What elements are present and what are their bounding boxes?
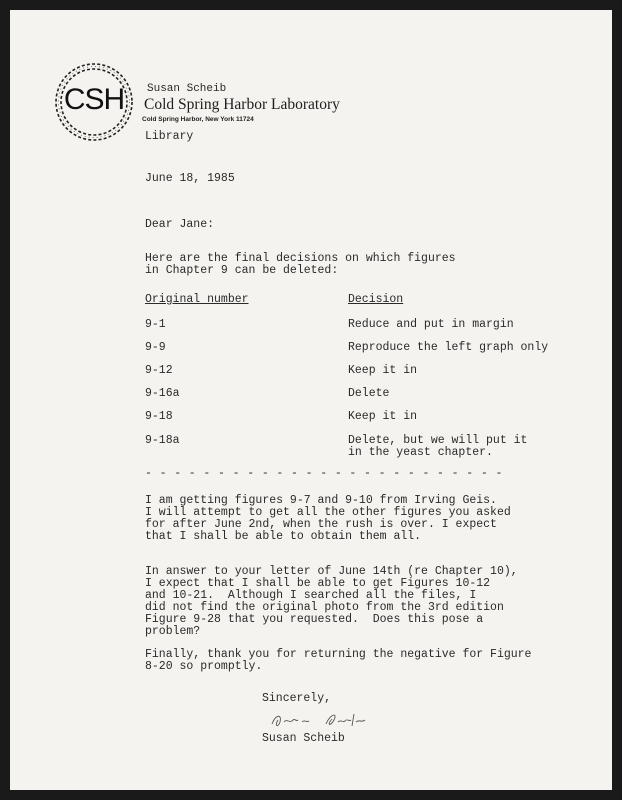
separator: - - - - - - - - - - - - - - - - - - - - - - - - - bbox=[145, 467, 503, 480]
table-cell-number: 9-9 bbox=[145, 341, 166, 354]
paragraph-line: I expect that I shall be able to get Figures 10-12 bbox=[145, 577, 491, 590]
paragraph-line: Figure 9-28 that you requested. Does this pose a bbox=[145, 613, 484, 626]
paragraph-line: I will attempt to get all the other figures you asked bbox=[145, 506, 511, 519]
paragraph-line: In answer to your letter of June 14th (re Chapter 10), bbox=[145, 565, 518, 578]
table-cell-number: 9-12 bbox=[145, 364, 173, 377]
paragraph-line: for after June 2nd, when the rush is over. I expect bbox=[145, 518, 497, 531]
salutation: Dear Jane: bbox=[145, 218, 215, 231]
paragraph-line: that I shall be able to obtain them all. bbox=[145, 530, 422, 543]
paragraph-line: Finally, thank you for returning the negative for Figure bbox=[145, 648, 532, 661]
paragraph-line: and 10-21. Although I searched all the files, I bbox=[145, 589, 477, 602]
table-cell-decision: Keep it in bbox=[348, 410, 418, 423]
department: Library bbox=[145, 130, 194, 143]
table-cell-number: 9-18 bbox=[145, 410, 173, 423]
intro-line: in Chapter 9 can be deleted: bbox=[145, 264, 339, 277]
letter-date: June 18, 1985 bbox=[145, 172, 235, 185]
paragraph-line: did not find the original photo from the 3rd edition bbox=[145, 601, 504, 614]
table-cell-decision: Reproduce the left graph only bbox=[348, 341, 549, 354]
signature-name: Susan Scheib bbox=[262, 732, 345, 745]
handwritten-signature bbox=[268, 708, 378, 732]
intro-line: Here are the final decisions on which figures bbox=[145, 252, 456, 265]
logo-text: CSH bbox=[63, 83, 125, 116]
table-cell-number: 9-16a bbox=[145, 387, 180, 400]
paragraph-line: 8-20 so promptly. bbox=[145, 660, 263, 673]
institution-name: Cold Spring Harbor Laboratory bbox=[144, 96, 340, 113]
closing: Sincerely, bbox=[262, 692, 332, 705]
table-cell-decision: Reduce and put in margin bbox=[348, 318, 514, 331]
institution-address: Cold Spring Harbor, New York 11724 bbox=[142, 116, 254, 123]
table-cell-number: 9-18a bbox=[145, 434, 180, 447]
table-cell-decision: in the yeast chapter. bbox=[348, 446, 493, 459]
csh-logo bbox=[52, 60, 136, 144]
paragraph-line: I am getting figures 9-7 and 9-10 from Irving Geis. bbox=[145, 494, 497, 507]
paragraph-line: problem? bbox=[145, 625, 201, 638]
sender-name: Susan Scheib bbox=[147, 83, 227, 95]
column-header-decision: Decision bbox=[348, 293, 404, 306]
table-cell-number: 9-1 bbox=[145, 318, 166, 331]
table-cell-decision: Keep it in bbox=[348, 364, 418, 377]
table-cell-decision: Delete bbox=[348, 387, 390, 400]
table-cell-decision: Delete, but we will put it bbox=[348, 434, 528, 447]
column-header-original-number: Original number bbox=[145, 293, 249, 306]
